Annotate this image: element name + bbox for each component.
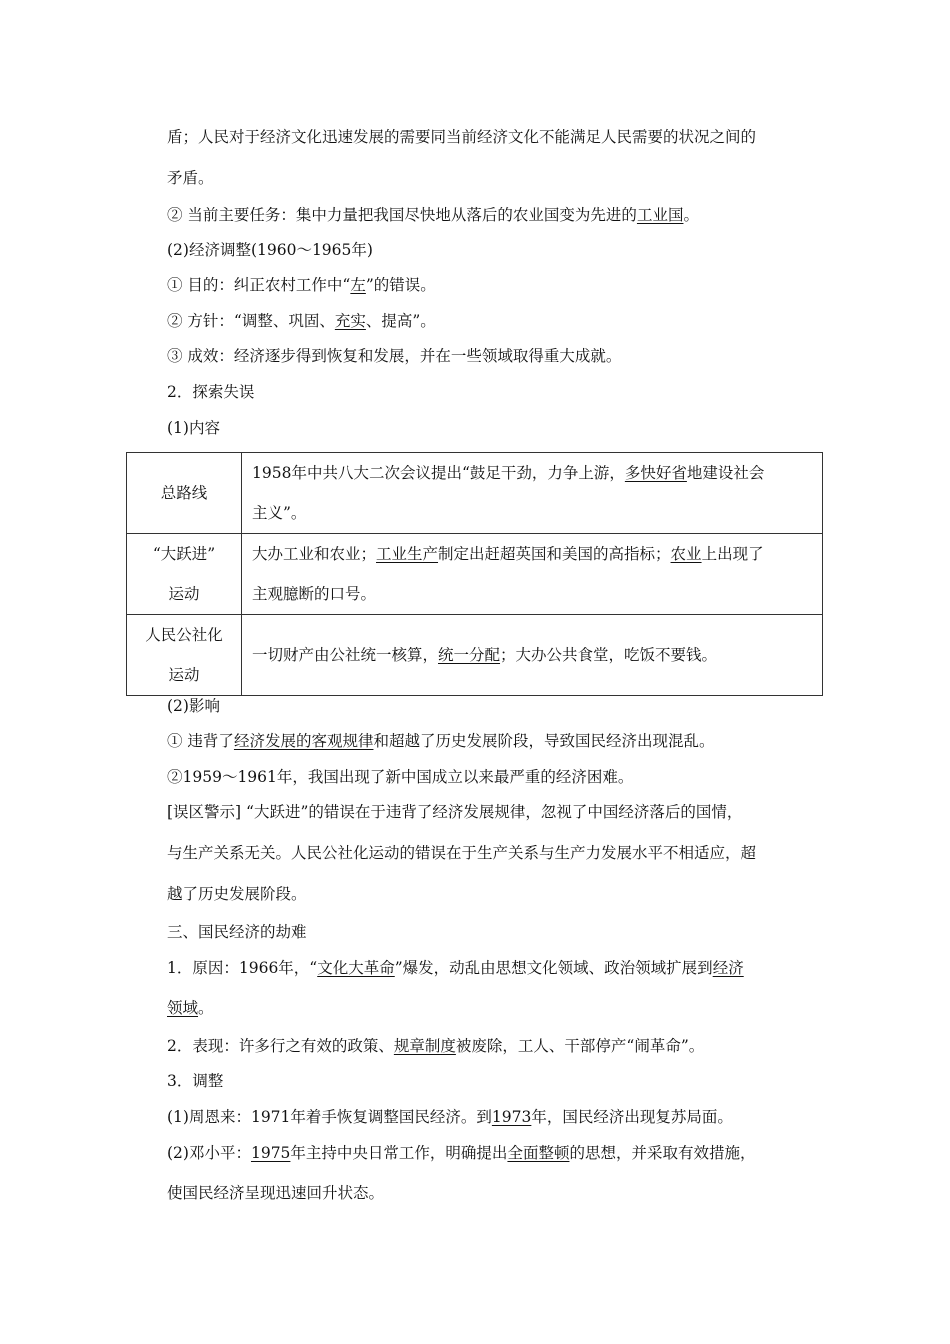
underlined-term: 多快好省 [624, 464, 687, 482]
underlined-term: 工业生产 [376, 545, 439, 563]
section-heading: 三、国民经济的劫难 [167, 923, 307, 941]
table-row [127, 615, 823, 696]
underlined-term: 农业 [670, 545, 702, 563]
section-heading: (2)影响 [167, 697, 220, 715]
text-line: ② 当前主要任务：集中力量把我国尽快地从落后的农业国变为先进的工业国。 [167, 206, 699, 224]
text-line: 使国民经济呈现迅速回升状态。 [167, 1184, 385, 1202]
section-heading: (1)内容 [167, 419, 220, 437]
section-heading: (2)经济调整(1960～1965年) [167, 241, 373, 259]
text-line: ②1959～1961年，我国出现了新中国成立以来最严重的经济困难。 [167, 768, 634, 786]
underlined-term: 领域 [167, 999, 199, 1017]
underlined-term: 统一分配 [438, 646, 501, 664]
text-line: 矛盾。 [167, 169, 214, 187]
text-line: 2．表现：许多行之有效的政策、规章制度被废除，工人、干部停产“闹革命”。 [167, 1037, 705, 1055]
text-line: ① 目的：纠正农村工作中“左”的错误。 [167, 276, 436, 294]
underlined-term: 1973 [491, 1108, 532, 1126]
warning-note: [误区警示] “大跃进”的错误在于违背了经济发展规律，忽视了中国经济落后的国情， [167, 803, 743, 821]
content-table [126, 452, 823, 696]
table-row-header: 总路线 [127, 453, 242, 534]
table-row-header: “大跃进” 运动 [127, 534, 242, 615]
warning-note: 越了历史发展阶段。 [167, 885, 307, 903]
underlined-term: 工业国 [636, 206, 684, 224]
text-line: 1．原因：1966年，“文化大革命”爆发，动乱由思想文化领域、政治领域扩展到经济 [167, 959, 744, 977]
text-line: 盾；人民对于经济文化迅速发展的需要同当前经济文化不能满足人民需要的状况之间的 [167, 128, 757, 146]
text-line: ② 方针：“调整、巩固、充实、提高”。 [167, 312, 436, 330]
table-cell: 一切财产由公社统一核算，统一分配；大办公共食堂，吃饭不要钱。 [242, 615, 823, 696]
text-line: (1)周恩来：1971年着手恢复调整国民经济。到1973年，国民经济出现复苏局面。 [167, 1108, 733, 1126]
table-cell: 大办工业和农业；工业生产制定出赶超英国和美国的高指标；农业上出现了 主观臆断的口号。 [242, 534, 823, 615]
table-cell: 1958年中共八大二次会议提出“鼓足干劲，力争上游，多快好省地建设社会 主义”。 [242, 453, 823, 534]
underlined-term: 文化大革命 [317, 959, 395, 977]
table-row-header: 人民公社化 运动 [127, 615, 242, 696]
underlined-term: 左 [350, 276, 366, 294]
table-row [127, 453, 823, 534]
table-row [127, 534, 823, 615]
section-heading: 3．调整 [167, 1072, 224, 1090]
underlined-term: 充实 [334, 312, 366, 330]
section-heading: 2．探索失误 [167, 383, 255, 401]
text-line: 领域。 [167, 999, 214, 1017]
underlined-term: 规章制度 [393, 1037, 456, 1055]
warning-note: 与生产关系无关。人民公社化运动的错误在于生产关系与生产力发展水平不相适应，超 [167, 844, 757, 862]
text-line: (2)邓小平：1975年主持中央日常工作，明确提出全面整顿的思想，并采取有效措施， [167, 1144, 756, 1162]
underlined-term: 全面整顿 [507, 1144, 570, 1162]
underlined-term: 1975 [250, 1144, 291, 1162]
underlined-term: 经济发展的客观规律 [233, 732, 374, 750]
underlined-term: 经济 [712, 959, 744, 977]
text-line: ① 违背了经济发展的客观规律和超越了历史发展阶段，导致国民经济出现混乱。 [167, 732, 715, 750]
text-line: ③ 成效：经济逐步得到恢复和发展，并在一些领域取得重大成就。 [167, 347, 622, 365]
